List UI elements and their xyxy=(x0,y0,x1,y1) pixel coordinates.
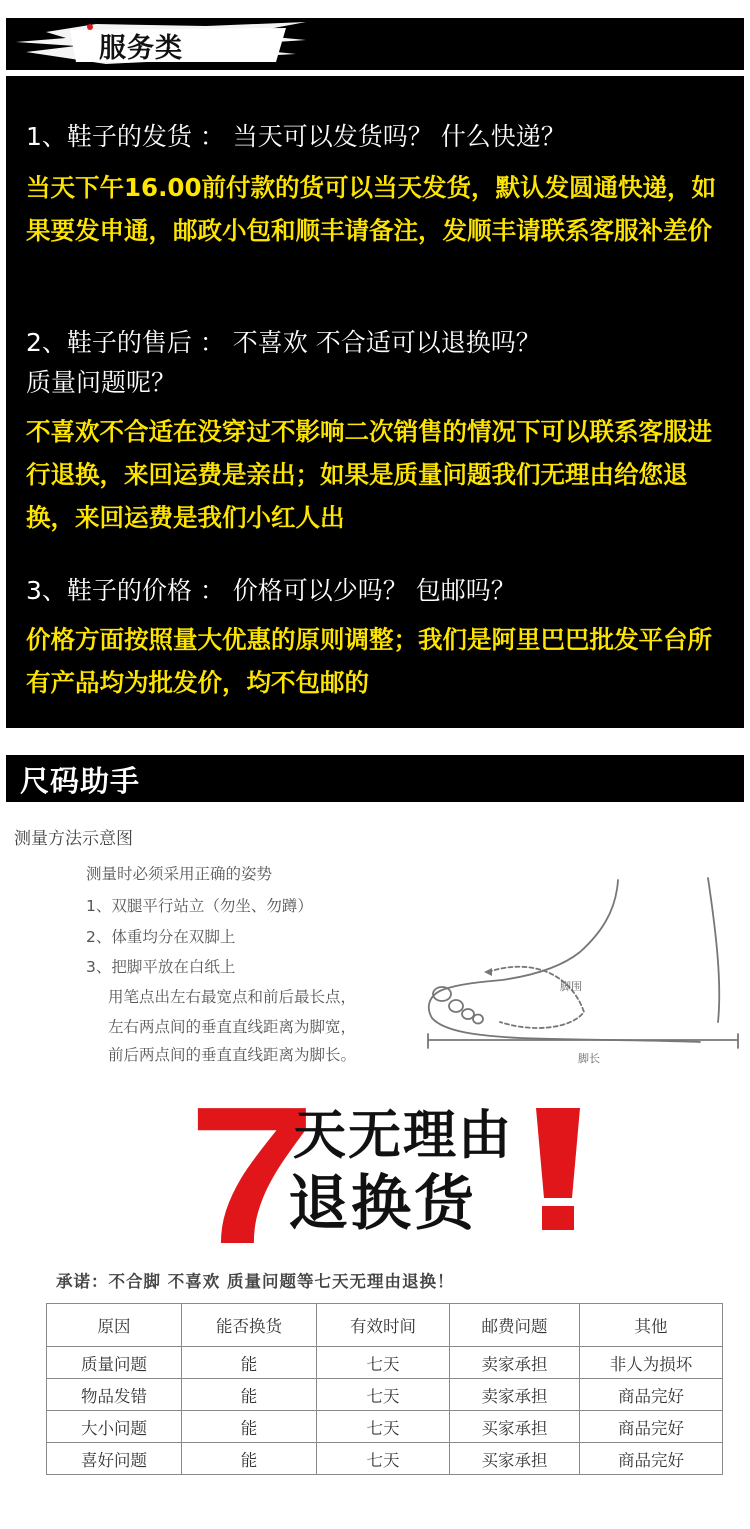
table-header-cell: 能否换货 xyxy=(182,1304,317,1347)
measure-step: 1、双腿平行站立（勿坐、勿蹲） xyxy=(86,897,313,915)
table-cell: 非人为损坏 xyxy=(580,1347,723,1379)
table-cell: 喜好问题 xyxy=(47,1443,182,1475)
measure-step: 3、把脚平放在白纸上 xyxy=(86,958,236,976)
table-cell: 商品完好 xyxy=(580,1443,723,1475)
table-header-cell: 原因 xyxy=(47,1304,182,1347)
table-cell: 买家承担 xyxy=(450,1443,580,1475)
table-cell: 买家承担 xyxy=(450,1411,580,1443)
service-header xyxy=(6,18,744,70)
table-cell: 卖家承担 xyxy=(450,1347,580,1379)
service-faq-box xyxy=(6,76,744,728)
table-cell: 七天 xyxy=(317,1379,450,1411)
exclamation-icon xyxy=(534,1108,582,1230)
return-policy-table xyxy=(46,1303,723,1475)
faq-question-price: 3、鞋子的价格 ： 价格可以少吗？ 包邮吗？ xyxy=(26,576,516,605)
table-cell: 卖家承担 xyxy=(450,1379,580,1411)
table-cell: 商品完好 xyxy=(580,1379,723,1411)
faq-question-shipping: 1、鞋子的发货 ： 当天可以发货吗？ 什么快递？ xyxy=(26,122,566,151)
measure-step: 前后两点间的垂直直线距离为脚长。 xyxy=(108,1046,357,1064)
measure-step: 用笔点出左右最宽点和前后最长点， xyxy=(108,988,357,1006)
faq-answer-shipping: 当天下午16.00前付款的货可以当天发货，默认发圆通快递，如果要发申通，邮政小包和顺丰请备注，发顺丰请联系客服补差价 xyxy=(26,173,716,245)
table-header-cell: 邮费问题 xyxy=(450,1304,580,1347)
return-promise-text: 承诺：不合脚 不喜欢 质量问题等七天无理由退换！ xyxy=(56,1272,455,1291)
foot-diagram-illustration xyxy=(420,872,750,1072)
foot-girth-label: 脚围 xyxy=(560,980,582,993)
table-row xyxy=(47,1411,723,1443)
banner-line1: 天无理由 xyxy=(293,1105,513,1166)
measure-step: 测量时必须采用正确的姿势 xyxy=(86,865,273,883)
table-cell: 七天 xyxy=(317,1411,450,1443)
faq-question-after-sale-line2: 质量问题呢？ xyxy=(26,368,177,397)
table-header-cell: 其他 xyxy=(580,1304,723,1347)
foot-length-label: 脚长 xyxy=(578,1052,600,1065)
table-header-row xyxy=(47,1304,723,1347)
measure-heading: 测量方法示意图 xyxy=(14,829,133,849)
big-seven-number: 7 xyxy=(188,1093,316,1249)
table-cell: 物品发错 xyxy=(47,1379,182,1411)
table-row xyxy=(47,1347,723,1379)
size-helper-header xyxy=(6,755,744,802)
table-cell: 大小问题 xyxy=(47,1411,182,1443)
table-header-cell: 有效时间 xyxy=(317,1304,450,1347)
table-cell: 能 xyxy=(182,1347,317,1379)
faq-question-after-sale: 2、鞋子的售后 ： 不喜欢 不合适可以退换吗？ xyxy=(26,328,541,357)
table-cell: 能 xyxy=(182,1443,317,1475)
table-cell: 商品完好 xyxy=(580,1411,723,1443)
faq-answer-price: 价格方面按照量大优惠的原则调整；我们是阿里巴巴批发平台所有产品均为批发价，均不包邮的 xyxy=(26,625,712,697)
service-title: 服务类 xyxy=(99,33,183,64)
measure-step: 2、体重均分在双脚上 xyxy=(86,928,236,946)
table-cell: 七天 xyxy=(317,1347,450,1379)
measure-step: 左右两点间的垂直直线距离为脚宽， xyxy=(108,1018,357,1036)
size-helper-title: 尺码助手 xyxy=(20,764,141,798)
table-cell: 质量问题 xyxy=(47,1347,182,1379)
banner-line2: 退换货 xyxy=(288,1169,477,1239)
table-row xyxy=(47,1379,723,1411)
table-cell: 能 xyxy=(182,1411,317,1443)
table-cell: 七天 xyxy=(317,1443,450,1475)
table-row xyxy=(47,1443,723,1475)
faq-answer-after-sale: 不喜欢不合适在没穿过不影响二次销售的情况下可以联系客服进行退换，来回运费是亲出；如果是质量问题我们无理由给您退换，来回运费是我们小红人出 xyxy=(26,417,712,532)
table-cell: 能 xyxy=(182,1379,317,1411)
